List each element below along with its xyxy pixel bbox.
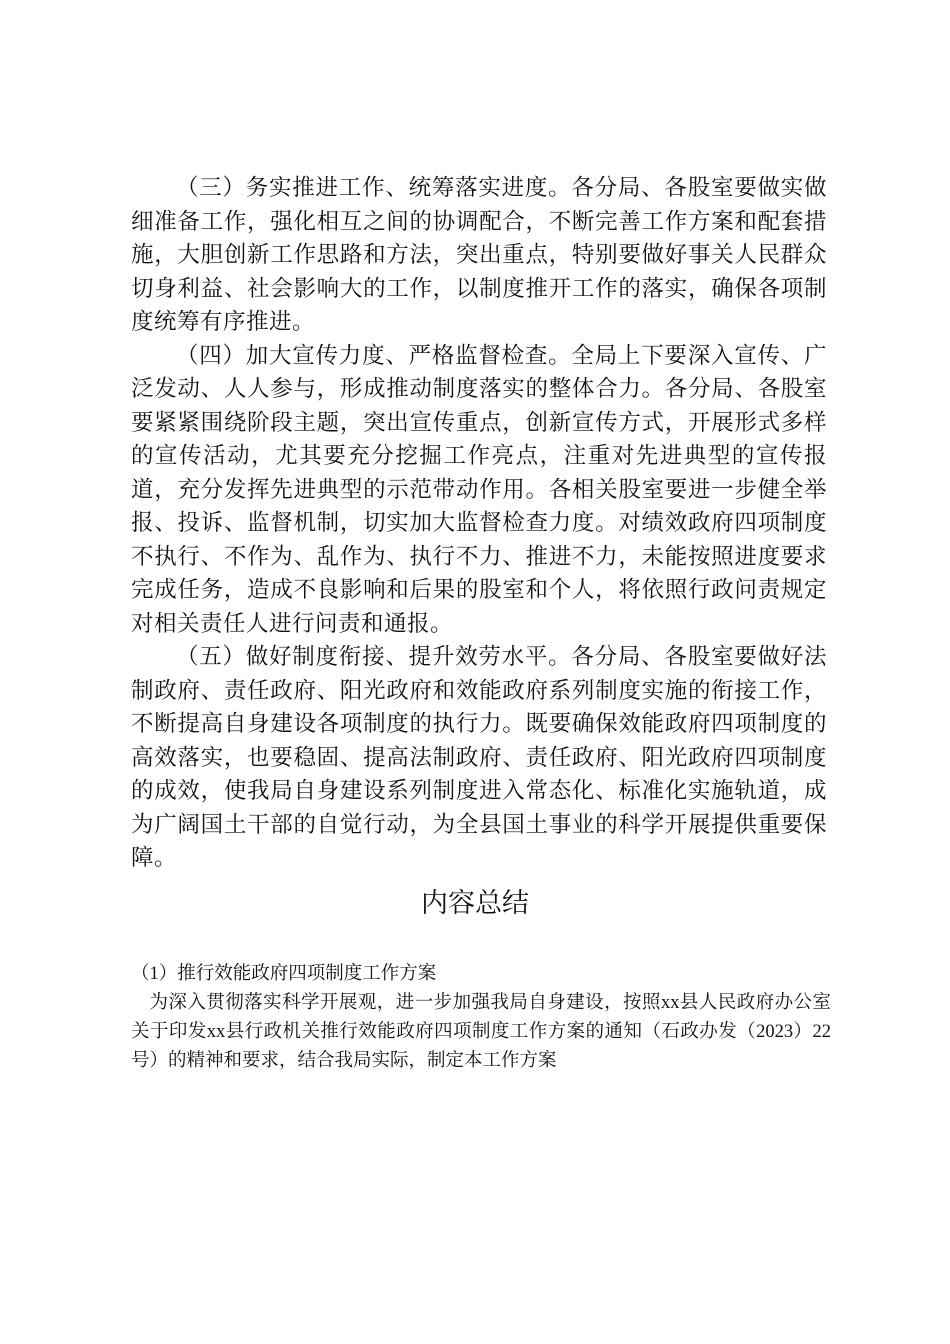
summary-section [131, 960, 831, 1076]
body-text [131, 172, 827, 876]
paragraph-4: （四）加大宣传力度、严格监督检查。全局上下要深入宣传、广泛发动、人人参与，形成推动制度落实的整体合力。各分局、各股室要紧紧围绕阶段主题，突出宣传重点，创新宣传方式，开展形式多样的宣传活动，尤其要充分挖掘工作亮点，注重对先进典型的宣传报道，充分发挥先进典型的示范带动作用。各相关股室要进一步健全举报、投诉、监督机制，切实加大监督检查力度。对绩效政府四项制度不执行、不作为、乱作为、执行不力、推进不力，未能按照进度要求完成任务，造成不良影响和后果的股室和个人，将依照行政问责规定对相关责任人进行问责和通报。 [131, 342, 827, 637]
summary-body: 为深入贯彻落实科学开展观，进一步加强我局自身建设，按照xx县人民政府办公室关于印发xx县行政机关推行效能政府四项制度工作方案的通知（石政办发（2023）22号）的精神和要求，结合我局实际，制定本工作方案 [131, 993, 831, 1071]
summary-title: 内容总结 [421, 888, 529, 919]
paragraph-3: （三）务实推进工作、统筹落实进度。各分局、各股室要做实做细准备工作，强化相互之间的协调配合，不断完善工作方案和配套措施，大胆创新工作思路和方法，突出重点，特别要做好事关人民群众切身利益、社会影响大的工作，以制度推开工作的落实，确保各项制度统筹有序推进。 [131, 175, 827, 335]
summary-heading: （1）推行效能政府四项制度工作方案 [131, 964, 437, 984]
paragraph-5: （五）做好制度衔接、提升效劳水平。各分局、各股室要做好法制政府、责任政府、阳光政府和效能政府系列制度实施的衔接工作，不断提高自身建设各项制度的执行力。既要确保效能政府四项制度的高效落实，也要稳固、提高法制政府、责任政府、阳光政府四项制度的成效，使我局自身建设系列制度进入常态化、标准化实施轨道，成为广阔国土干部的自觉行动，为全县国土事业的科学开展提供重要保障。 [131, 644, 827, 871]
